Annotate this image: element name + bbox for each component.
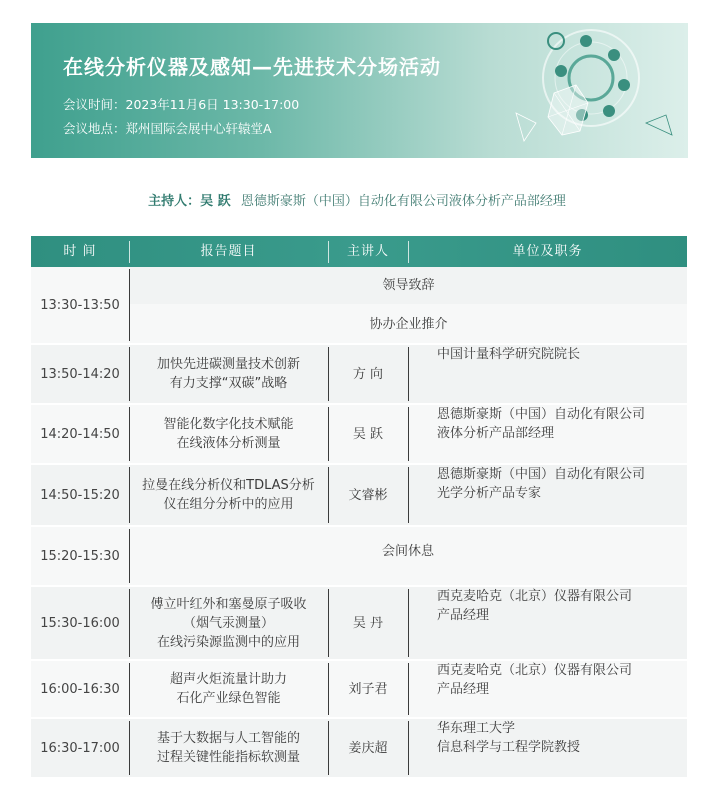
row-speaker: 刘子君 xyxy=(348,681,388,697)
host-info xyxy=(0,190,714,209)
org-line: 西克麦哈克（北京）仪器有限公司 xyxy=(437,663,633,678)
row-time: 14:20-14:50 xyxy=(40,426,120,442)
org-line: 产品经理 xyxy=(437,608,490,623)
header-speaker: 主讲人 xyxy=(346,244,389,259)
host-title: 恩德斯豪斯（中国）自动化有限公司液体分析产品部经理 xyxy=(240,194,566,209)
table-row xyxy=(31,267,687,343)
topic-line: 基于大数据与人工智能的 xyxy=(156,731,300,746)
network-globe-decoration xyxy=(476,23,688,158)
topic-line: 加快先进碳测量技术创新 xyxy=(156,357,300,372)
topic-line: 智能化数字化技术赋能 xyxy=(163,417,294,432)
row-org xyxy=(408,405,687,463)
org-line: 光学分析产品专家 xyxy=(437,486,542,501)
org-line: 华东理工大学 xyxy=(437,721,516,736)
org-line: 信息科学与工程学院教授 xyxy=(437,740,581,755)
row-topic xyxy=(129,345,328,403)
topic-line: 在线污染源监测中的应用 xyxy=(156,634,300,650)
table-row xyxy=(31,345,687,403)
topic-line: 仪在组分分析中的应用 xyxy=(163,497,294,512)
org-line: 恩德斯豪斯（中国）自动化有限公司 xyxy=(437,407,646,422)
header-org: 单位及职务 xyxy=(512,244,583,259)
row-org xyxy=(408,719,687,777)
row-time: 15:30-16:00 xyxy=(40,615,120,631)
banner xyxy=(31,23,688,158)
topic-line: 过程关键性能指标软测量 xyxy=(156,750,300,765)
org-line: 液体分析产品部经理 xyxy=(437,426,555,441)
table-row xyxy=(31,719,687,777)
row-time: 15:20-15:30 xyxy=(40,548,120,564)
row-speaker: 吴 丹 xyxy=(352,615,384,631)
table-header xyxy=(31,236,687,267)
header-time: 时 间 xyxy=(63,244,97,259)
table-row xyxy=(31,527,687,585)
topic-line: 拉曼在线分析仪和TDLAS分析 xyxy=(142,478,315,493)
meeting-time: 会议时间：2023年11月6日 13:30-17:00 xyxy=(63,97,300,112)
row-time: 16:00-16:30 xyxy=(40,681,120,697)
row-topic xyxy=(129,405,328,463)
topic-line: 石化产业绿色智能 xyxy=(176,691,281,706)
row-time: 13:30-13:50 xyxy=(40,297,120,313)
meeting-place: 会议地点：郑州国际会展中心轩辕堂A xyxy=(63,121,272,136)
sub-row-leader-speech: 领导致辞 xyxy=(382,278,435,293)
row-org xyxy=(408,345,687,403)
table-row xyxy=(31,587,687,659)
row-time: 13:50-14:20 xyxy=(40,366,120,382)
row-topic xyxy=(129,465,328,525)
break-label: 会间休息 xyxy=(381,543,434,559)
row-speaker: 姜庆超 xyxy=(348,740,388,756)
topic-line: （烟气汞测量） xyxy=(182,615,274,631)
row-topic xyxy=(129,661,328,717)
table-row xyxy=(31,661,687,717)
row-topic xyxy=(129,587,328,659)
org-line: 中国计量科学研究院院长 xyxy=(437,347,581,362)
header-topic: 报告题目 xyxy=(200,244,257,259)
org-line: 产品经理 xyxy=(437,682,490,697)
row-org xyxy=(408,587,687,659)
sub-row-sponsor: 协办企业推介 xyxy=(369,317,448,332)
topic-line: 在线液体分析测量 xyxy=(176,436,281,451)
org-line: 西克麦哈克（北京）仪器有限公司 xyxy=(437,589,633,604)
table-row xyxy=(31,405,687,463)
topic-line: 有力支撑“双碳”战略 xyxy=(169,376,288,391)
row-speaker: 吴 跃 xyxy=(352,426,384,442)
row-time: 16:30-17:00 xyxy=(40,740,120,756)
row-org xyxy=(408,465,687,525)
agenda-table xyxy=(31,236,687,765)
host-name: 主持人：吴 跃 xyxy=(148,194,231,209)
topic-line: 傅立叶红外和塞曼原子吸收 xyxy=(150,596,307,612)
banner-title: 在线分析仪器及感知—先进技术分场活动 xyxy=(63,55,441,79)
row-speaker: 文睿彬 xyxy=(348,487,388,503)
topic-line: 超声火炬流量计助力 xyxy=(169,672,287,687)
org-line: 恩德斯豪斯（中国）自动化有限公司 xyxy=(437,467,646,482)
row-org xyxy=(408,661,687,717)
row-speaker: 方 向 xyxy=(352,366,384,382)
table-row xyxy=(31,465,687,525)
row-topic xyxy=(129,719,328,777)
row-time: 14:50-15:20 xyxy=(40,487,120,503)
